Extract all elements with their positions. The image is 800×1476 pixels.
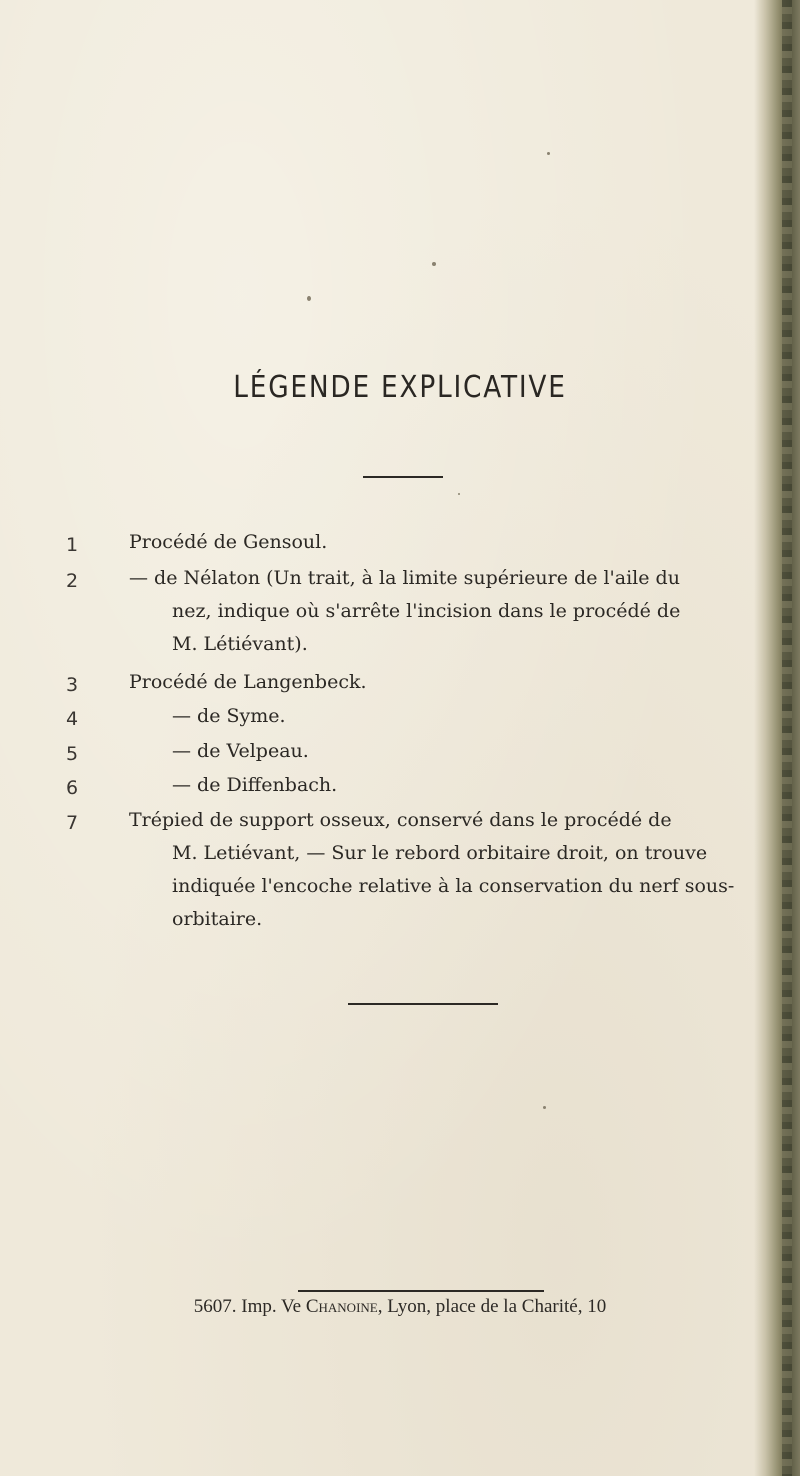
imprint-suffix: , Lyon, place de la Charité, 10 [377, 1296, 607, 1317]
entry-text-continued: M. Letiévant, — Sur le rebord orbitaire droit, on trouve [172, 842, 708, 864]
imprint-printer: Chanoine [305, 1296, 378, 1317]
entry-number: 7 [66, 812, 79, 834]
paper-speck [458, 493, 460, 495]
printer-imprint [0, 1296, 800, 1318]
section-divider [348, 1003, 498, 1005]
entry-text: — de Nélaton (Un trait, à la limite supérieure de l'aile du [129, 567, 680, 589]
page-edge-shadow [754, 0, 800, 1476]
title-divider [363, 476, 443, 478]
paper-speck [543, 1106, 546, 1109]
entry-text: Procédé de Langenbeck. [129, 671, 367, 693]
binding-edge [782, 0, 792, 1476]
entry-text: Procédé de Gensoul. [129, 531, 328, 553]
footer-divider [298, 1290, 544, 1292]
entry-number: 4 [66, 708, 79, 730]
entry-text-continued: orbitaire. [172, 908, 263, 930]
entry-text-continued: M. Létiévant). [172, 633, 308, 655]
entry-text-continued: indiquée l'encoche relative à la conservation du nerf sous- [172, 875, 735, 897]
entry-text: — de Velpeau. [172, 740, 309, 762]
entry-number: 1 [66, 534, 79, 556]
imprint-prefix: 5607. Imp. Ve [193, 1296, 302, 1317]
entry-number: 6 [66, 777, 79, 799]
paper-speck [307, 296, 311, 301]
entry-number: 2 [66, 570, 79, 592]
paper-speck [432, 262, 436, 266]
entry-text: — de Diffenbach. [172, 774, 338, 796]
entry-text: Trépied de support osseux, conservé dans le procédé de [129, 809, 672, 831]
paper-speck [547, 152, 550, 155]
entry-number: 3 [66, 674, 79, 696]
entry-text: — de Syme. [172, 705, 286, 727]
entry-text-continued: nez, indique où s'arrête l'incision dans le procédé de [172, 600, 681, 622]
page-title: LÉGENDE EXPLICATIVE [233, 370, 567, 405]
entry-number: 5 [66, 743, 79, 765]
